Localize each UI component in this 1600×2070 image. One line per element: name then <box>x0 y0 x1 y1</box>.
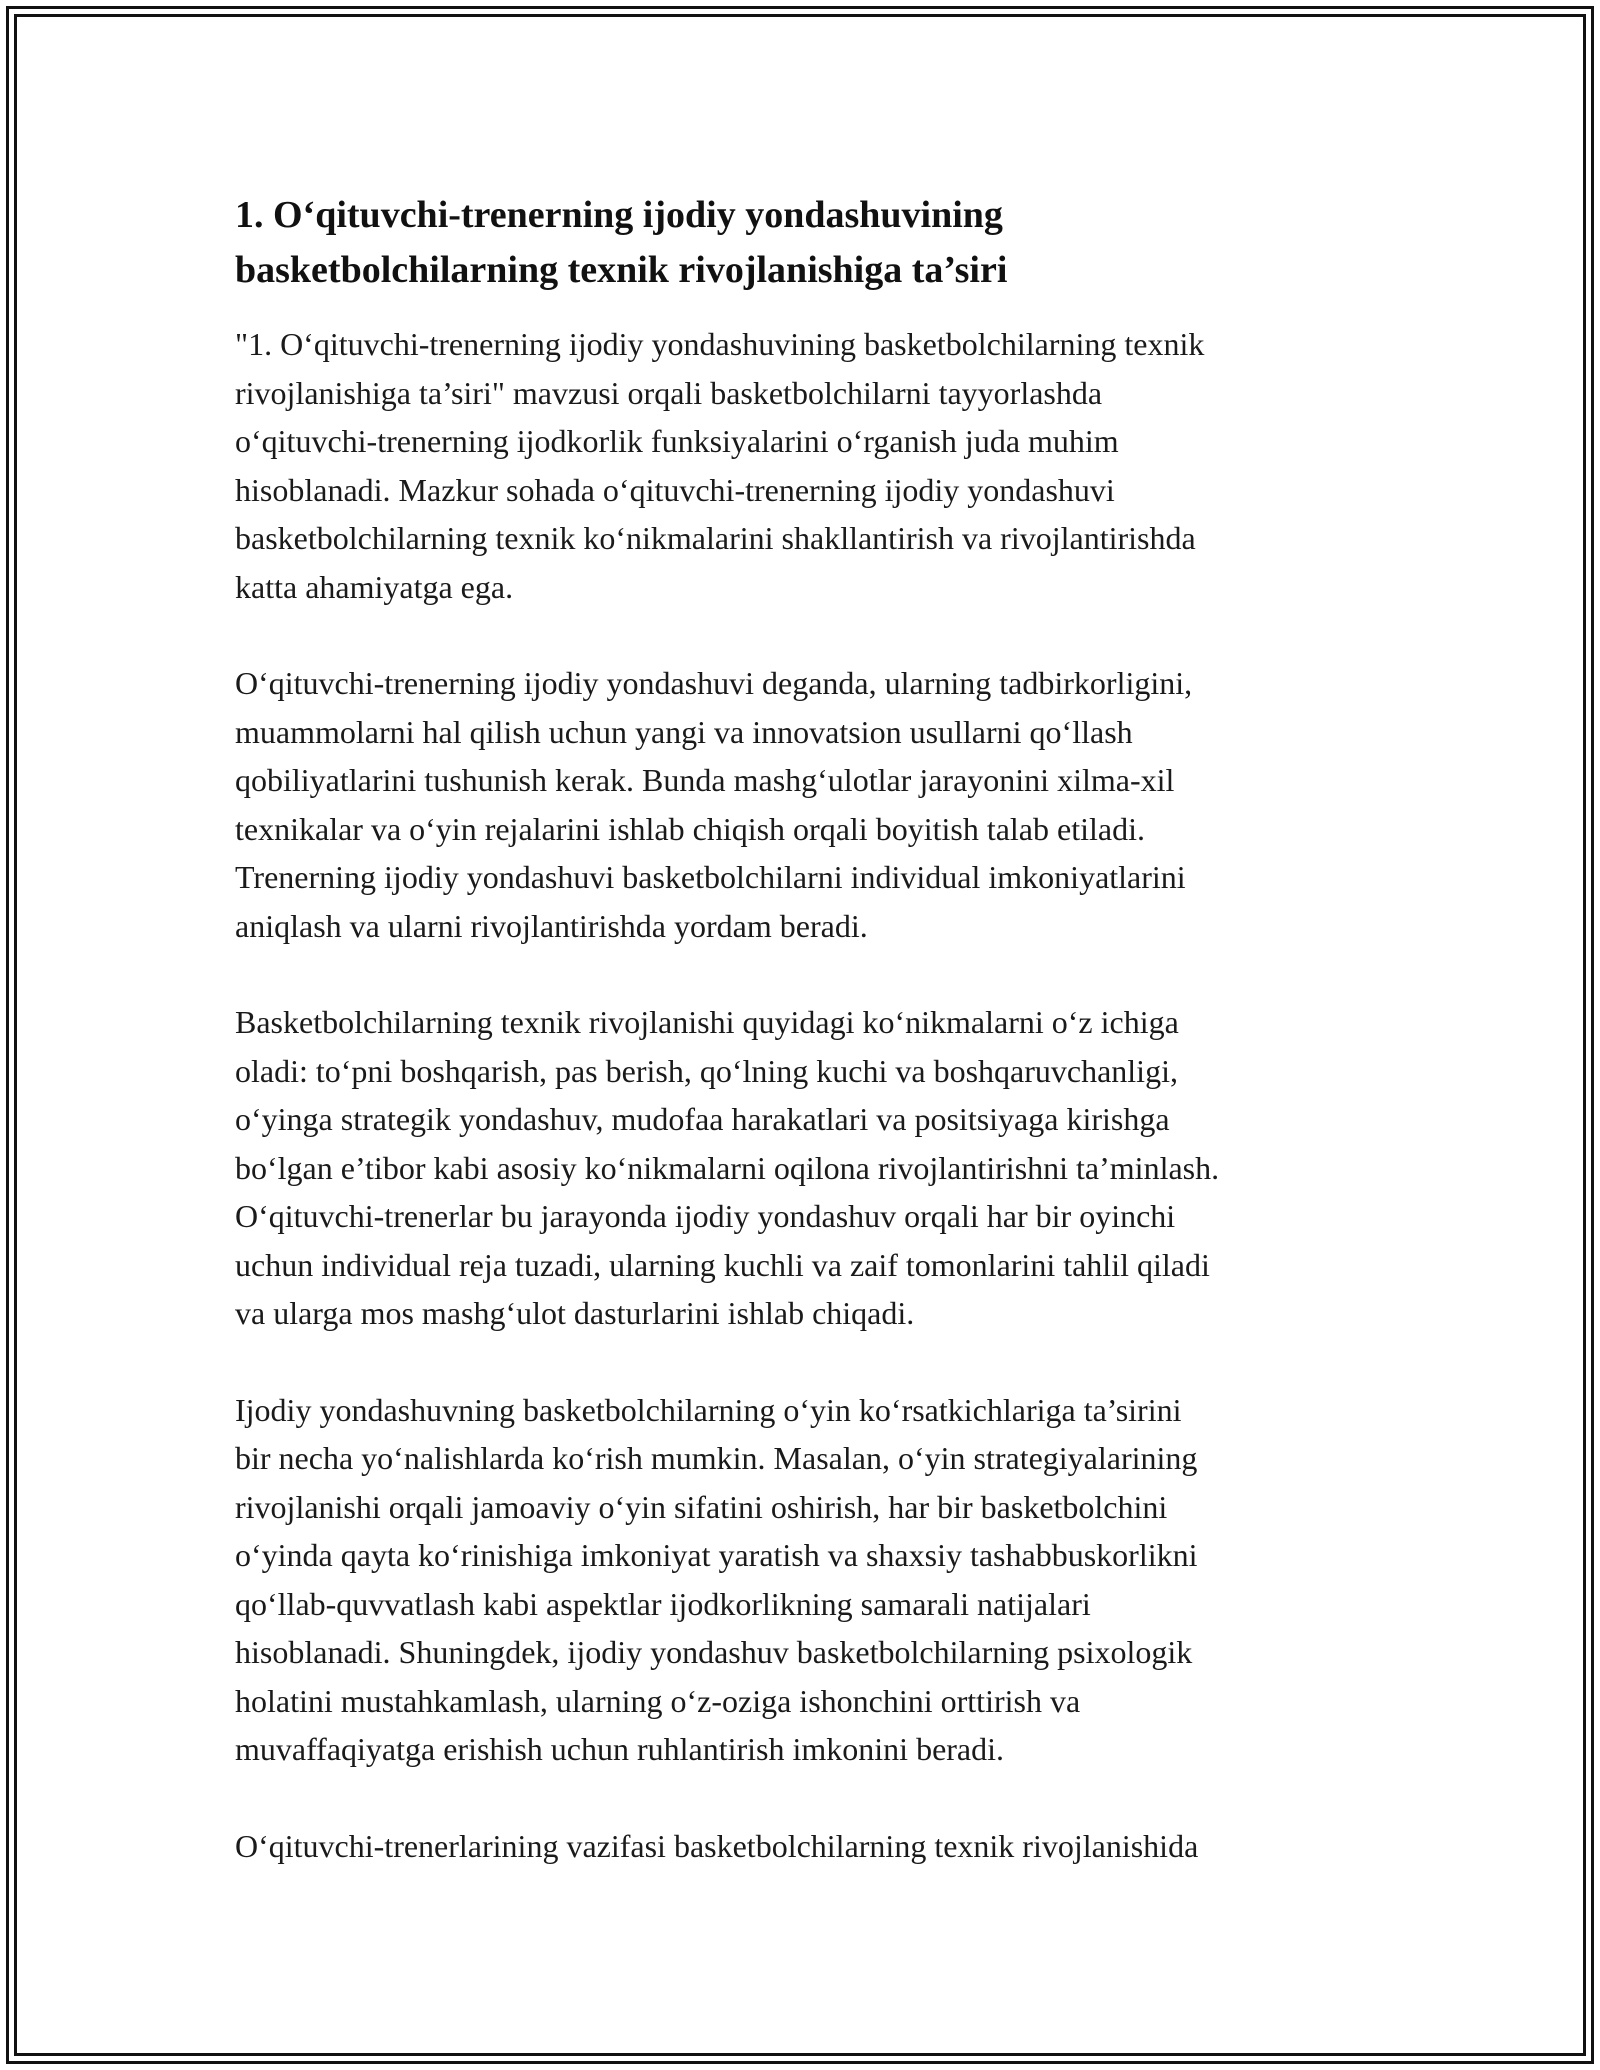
text-line: katta ahamiyatga ega. <box>235 568 514 605</box>
text-line: muvaffaqiyatga erishish uchun ruhlantirish imkonini beradi. <box>235 1731 1005 1767</box>
paragraph <box>235 1822 1375 1871</box>
text-line: oladi: to‘pni boshqarish, pas berish, qo‘lning kuchi va boshqaruvchanligi, <box>235 1052 1178 1089</box>
paragraph <box>235 320 1375 611</box>
text-line: Basketbolchilarning texnik rivojlanishi quyidagi ko‘nikmalarni o‘z ichiga <box>235 1004 1179 1040</box>
text-line: hisoblanadi. Shuningdek, ijodiy yondashuv basketbolchilarning psixologik <box>235 1634 1193 1670</box>
text-line: Ijodiy yondashuvning basketbolchilarning o‘yin ko‘rsatkichlariga ta’sirini <box>235 1391 1182 1428</box>
text-line: Trenerning ijodiy yondashuvi basketbolchilarni individual imkoniyatlarini <box>235 859 1186 895</box>
text-line: va ularga mos mashg‘ulot dasturlarini ishlab chiqadi. <box>235 1295 915 1331</box>
title-line: basketbolchilarning texnik rivojlanishiga ta’siri <box>235 249 1008 291</box>
text-line: "1. O‘qituvchi-trenerning ijodiy yondashuvining basketbolchilarning texnik <box>235 326 1205 362</box>
text-line: qobiliyatlarini tushunish kerak. Bunda mashg‘ulotlar jarayonini xilma-xil <box>235 762 1175 798</box>
paragraph <box>235 998 1375 1338</box>
text-line: aniqlash va ularni rivojlantirishda yordam beradi. <box>235 907 868 944</box>
text-line: rivojlanishiga ta’siri" mavzusi orqali basketbolchilarni tayyorlashda <box>235 374 1103 411</box>
text-line: o‘yinga strategik yondashuv, mudofaa harakatlari va positsiyaga kirishga <box>235 1101 1170 1137</box>
text-line: basketbolchilarning texnik ko‘nikmalarini shakllantirish va rivojlantirishda <box>235 520 1196 556</box>
document-title <box>235 188 1375 298</box>
text-line: rivojlanishi orqali jamoaviy o‘yin sifatini oshirish, har bir basketbolchini <box>235 1488 1168 1525</box>
text-line: hisoblanadi. Mazkur sohada o‘qituvchi-trenerning ijodiy yondashuvi <box>235 471 1115 508</box>
text-line: holatini mustahkamlash, ularning o‘z-oziga ishonchini orttirish va <box>235 1682 1081 1719</box>
paragraph <box>235 1386 1375 1774</box>
document-body <box>235 188 1375 1918</box>
text-line: O‘qituvchi-trenerlar bu jarayonda ijodiy yondashuv orqali har bir oyinchi <box>235 1198 1176 1234</box>
title-line: 1. O‘qituvchi-trenerning ijodiy yondashuvining <box>235 194 1003 236</box>
text-line: texnikalar va o‘yin rejalarini ishlab chiqish orqali boyitish talab etiladi. <box>235 810 1145 847</box>
text-line: o‘yinda qayta ko‘rinishiga imkoniyat yaratish va shaxsiy tashabbuskorlikni <box>235 1537 1198 1573</box>
paragraph <box>235 659 1375 950</box>
text-line: bir necha yo‘nalishlarda ko‘rish mumkin. Masalan, o‘yin strategiyalarining <box>235 1440 1198 1476</box>
text-line: o‘qituvchi-trenerning ijodkorlik funksiyalarini o‘rganish juda muhim <box>235 423 1119 459</box>
text-line: O‘qituvchi-trenerning ijodiy yondashuvi deganda, ularning tadbirkorligini, <box>235 665 1193 701</box>
text-line: O‘qituvchi-trenerlarining vazifasi basketbolchilarning texnik rivojlanishida <box>235 1827 1199 1864</box>
text-line: muammolarni hal qilish uchun yangi va innovatsion usullarni qo‘llash <box>235 713 1133 750</box>
text-line: qo‘llab-quvvatlash kabi aspektlar ijodkorlikning samarali natijalari <box>235 1585 1091 1622</box>
text-line: uchun individual reja tuzadi, ularning kuchli va zaif tomonlarini tahlil qiladi <box>235 1246 1210 1283</box>
text-line: bo‘lgan e’tibor kabi asosiy ko‘nikmalarni oqilona rivojlantirishni ta’minlash. <box>235 1149 1220 1186</box>
